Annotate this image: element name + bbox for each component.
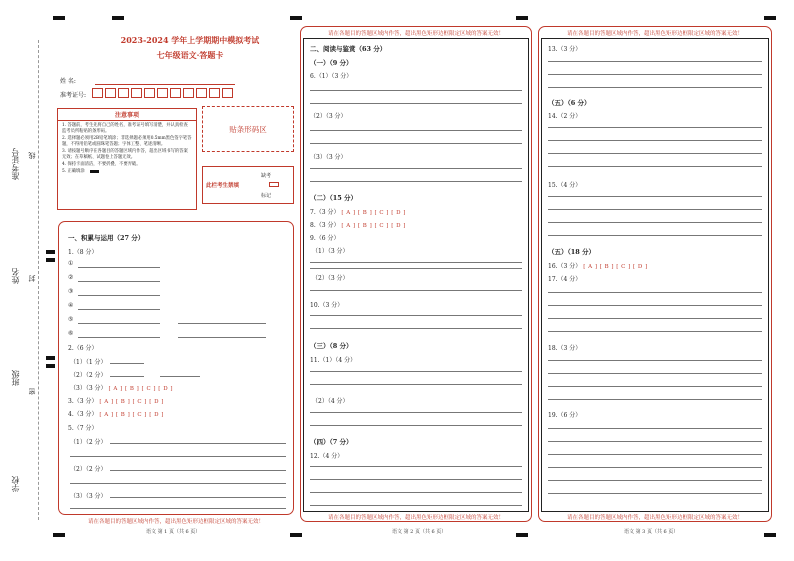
alignment-mark: [46, 364, 55, 368]
alignment-mark: [516, 533, 528, 537]
notice-item: 2. 选择题必须用2B铅笔填涂；非选择题必须用0.5mm黑色签字笔答题，不得用铅笔或圆珠笔答题；字体工整、笔迹清晰。: [62, 136, 192, 147]
answer-line[interactable]: [310, 130, 522, 131]
answer-line[interactable]: [178, 323, 266, 324]
subsection-title: （一）（9 分）: [310, 59, 353, 67]
alignment-mark: [764, 533, 776, 537]
question-label: 9.（6 分）: [310, 235, 340, 242]
answer-line[interactable]: [310, 492, 522, 493]
question-label: 6.（1）（3 分）: [310, 73, 353, 80]
question-label: 16.（3 分） [ A ] [ B ] [ C ] [ D ]: [548, 263, 648, 270]
notice-item: 1. 答题前，考生先将自己的姓名，准考证号填写清楚，并认真检查监考员所粘贴的条形码。: [62, 123, 188, 134]
answer-line[interactable]: [548, 480, 762, 481]
answer-line[interactable]: [110, 376, 144, 377]
page-footer: 语文 第 2 页（共 6 页）: [392, 529, 447, 535]
choice-options[interactable]: [ A ] [ B ] [ C ] [ D ]: [99, 399, 164, 405]
answer-line[interactable]: [548, 373, 762, 374]
choice-options[interactable]: [ A ] [ B ] [ C ] [ D ]: [341, 223, 406, 229]
question-label: （2）（2 分）: [70, 466, 107, 473]
sidebar-name-label: 姓名: [11, 268, 20, 284]
answer-line[interactable]: [548, 454, 762, 455]
answer-line[interactable]: [110, 470, 286, 471]
answer-line[interactable]: [548, 360, 762, 361]
name-field[interactable]: [95, 84, 235, 85]
answer-line[interactable]: [548, 127, 762, 128]
notice-title: 注意事项: [58, 109, 196, 121]
notice-item: 4. 保持卡面清洁，不要折叠、不要弄破。: [62, 162, 141, 167]
question-label: 19.（6 分）: [548, 412, 582, 419]
absent-checkbox[interactable]: [269, 182, 279, 187]
absent-label: 此栏考生禁填: [206, 183, 240, 189]
alignment-mark: [53, 533, 65, 537]
alignment-mark: [290, 533, 302, 537]
question-label: （3）（3 分） [ A ] [ B ] [ C ] [ D ]: [70, 385, 173, 392]
sidebar-seal-label: 封: [28, 275, 36, 282]
circle-label: ③: [68, 288, 74, 295]
answer-line[interactable]: [78, 309, 160, 310]
subsection-title: （五）（6 分）: [548, 99, 591, 107]
answer-line[interactable]: [78, 267, 160, 268]
answer-line[interactable]: [78, 281, 160, 282]
choice-options[interactable]: [ A ] [ B ] [ C ] [ D ]: [583, 264, 648, 270]
answer-line[interactable]: [548, 318, 762, 319]
name-label: 姓 名:: [60, 78, 76, 85]
choice-options[interactable]: [ A ] [ B ] [ C ] [ D ]: [108, 386, 173, 392]
exam-subtitle: 七年级语文·答题卡: [156, 50, 224, 60]
answer-line[interactable]: [310, 371, 522, 372]
sidebar-line-label: 线: [28, 152, 36, 159]
question-label: （3）（3 分）: [70, 493, 107, 500]
region-warning: 请在各题目的答题区域内作答，超出黑色矩形边框限定区域的答案无效！: [87, 519, 264, 525]
region-warning: 请在各题目的答题区域内作答，超出黑色矩形边框限定区域的答案无效！: [327, 515, 504, 521]
answer-line[interactable]: [310, 384, 522, 385]
answer-line[interactable]: [78, 337, 160, 338]
binding-line: [38, 40, 39, 520]
circle-label: ①: [68, 260, 74, 267]
answer-line[interactable]: [70, 456, 286, 457]
question-label: 17.（4 分）: [548, 276, 582, 283]
answer-line[interactable]: [310, 466, 522, 467]
answer-line[interactable]: [548, 399, 762, 400]
circle-label: ②: [68, 274, 74, 281]
answer-line[interactable]: [310, 315, 522, 316]
answer-line[interactable]: [110, 443, 286, 444]
answer-line[interactable]: [548, 153, 762, 154]
answer-line[interactable]: [310, 143, 522, 144]
section-title: 二、阅读与鉴赏（63 分）: [310, 45, 387, 53]
answer-line[interactable]: [548, 61, 762, 62]
question-label: 14.（2 分）: [548, 113, 582, 120]
absent-box: [202, 166, 294, 204]
circle-label: ⑥: [68, 330, 74, 337]
alignment-mark: [46, 356, 55, 360]
answer-line[interactable]: [310, 103, 522, 104]
filled-sample: [90, 170, 99, 173]
exam-title: 2023-2024 学年上学期期中模拟考试: [120, 35, 260, 45]
id-boxes[interactable]: [92, 88, 242, 99]
page-footer: 语文 第 1 页（共 6 页）: [146, 529, 201, 535]
answer-line[interactable]: [310, 90, 522, 91]
answer-line[interactable]: [548, 292, 762, 293]
answer-line[interactable]: [110, 363, 144, 364]
answer-line[interactable]: [548, 331, 762, 332]
page-footer: 语文 第 3 页（共 6 页）: [624, 529, 679, 535]
question-label: 8.（3 分） [ A ] [ B ] [ C ] [ D ]: [310, 222, 406, 229]
question-label: （1）（1 分）: [70, 359, 107, 366]
answer-line[interactable]: [310, 268, 522, 269]
subsection-title: （三）（8 分）: [310, 342, 353, 350]
question-label: 12.（4 分）: [310, 453, 344, 460]
answer-line[interactable]: [70, 508, 286, 509]
alignment-mark: [46, 250, 55, 254]
answer-line[interactable]: [548, 222, 762, 223]
alignment-mark: [516, 16, 528, 20]
question-label: 13.（3 分）: [548, 46, 582, 53]
question-label: 4.（3 分） [ A ] [ B ] [ C ] [ D ]: [68, 411, 164, 418]
answer-line[interactable]: [78, 323, 160, 324]
answer-line[interactable]: [548, 140, 762, 141]
answer-line[interactable]: [548, 493, 762, 494]
alignment-mark: [290, 16, 302, 20]
question-label: 15.（4 分）: [548, 182, 582, 189]
question-label: （2）（3 分）: [310, 113, 347, 120]
region-warning: 请在各题目的答题区域内作答，超出黑色矩形边框限定区域的答案无效！: [566, 31, 743, 37]
answer-line[interactable]: [310, 505, 522, 506]
notice-box: [57, 108, 197, 210]
notice-item: 5. 正确填涂: [62, 169, 85, 174]
alignment-mark: [764, 16, 776, 20]
circle-label: ⑤: [68, 316, 74, 323]
question-label: （1）（3 分）: [312, 248, 349, 255]
question-label: 2.（6 分）: [68, 345, 98, 352]
sidebar-secret-label: 密: [28, 388, 36, 395]
alignment-mark: [112, 16, 124, 20]
answer-line[interactable]: [548, 305, 762, 306]
absent-lack: 缺考: [261, 173, 272, 179]
sidebar-school-label: 学校: [11, 476, 20, 492]
answer-line[interactable]: [548, 441, 762, 442]
question-label: 10.（3 分）: [310, 302, 344, 309]
answer-line[interactable]: [548, 74, 762, 75]
answer-line[interactable]: [178, 337, 266, 338]
question-label: （1）（2 分）: [70, 439, 107, 446]
question-label: 11.（1）（4 分）: [310, 357, 357, 364]
question-label: 3.（3 分） [ A ] [ B ] [ C ] [ D ]: [68, 398, 164, 405]
answer-line[interactable]: [70, 483, 286, 484]
answer-line[interactable]: [548, 428, 762, 429]
answer-line[interactable]: [548, 235, 762, 236]
question-label: 7.（3 分） [ A ] [ B ] [ C ] [ D ]: [310, 209, 406, 216]
answer-line[interactable]: [310, 328, 522, 329]
alignment-mark: [46, 258, 55, 262]
question-label: （2）（3 分）: [312, 275, 349, 282]
question-label: （2）（4 分）: [312, 398, 349, 405]
answer-line[interactable]: [110, 497, 286, 498]
question-label: 18.（3 分）: [548, 345, 582, 352]
answer-line[interactable]: [548, 467, 762, 468]
circle-label: ④: [68, 302, 74, 309]
alignment-mark: [53, 16, 65, 20]
question-label: 5.（7 分）: [68, 425, 98, 432]
answer-line[interactable]: [548, 166, 762, 167]
subsection-title: （四）（7 分）: [310, 438, 353, 446]
answer-line[interactable]: [548, 386, 762, 387]
barcode-label: 贴条形码区: [229, 124, 267, 134]
answer-line[interactable]: [548, 87, 762, 88]
choice-options[interactable]: [ A ] [ B ] [ C ] [ D ]: [99, 412, 164, 418]
question-label: （2）（2 分）: [70, 372, 107, 379]
answer-line[interactable]: [310, 290, 522, 291]
id-label: 准考证号:: [60, 92, 87, 99]
answer-line[interactable]: [310, 479, 522, 480]
answer-line[interactable]: [310, 168, 522, 169]
subsection-title: （二）（15 分）: [310, 194, 358, 202]
question-label: （3）（3 分）: [310, 154, 347, 161]
notice-item: 3. 请按题号顺序在各题目的答题区域内作答，超出区域书写的答案无效；在草稿纸、试题卷上答题无效。: [62, 149, 188, 160]
answer-line[interactable]: [310, 262, 522, 263]
answer-line[interactable]: [548, 196, 762, 197]
subsection-title: （五）（18 分）: [548, 248, 596, 256]
sidebar-class-label: 班级: [11, 370, 20, 386]
answer-line[interactable]: [548, 209, 762, 210]
question-label: 1.（8 分）: [68, 249, 98, 256]
answer-line[interactable]: [310, 425, 522, 426]
answer-line[interactable]: [160, 376, 200, 377]
absent-mark: 标记: [261, 193, 272, 199]
sidebar-id-label: 准考证号: [11, 148, 20, 180]
section-title: 一、积累与运用（27 分）: [68, 234, 145, 242]
answer-line[interactable]: [310, 412, 522, 413]
barcode-area: [202, 106, 294, 152]
region-warning: 请在各题目的答题区域内作答，超出黑色矩形边框限定区域的答案无效！: [566, 515, 743, 521]
region-warning: 请在各题目的答题区域内作答，超出黑色矩形边框限定区域的答案无效！: [327, 31, 504, 37]
answer-line[interactable]: [78, 295, 160, 296]
answer-line[interactable]: [310, 181, 522, 182]
choice-options[interactable]: [ A ] [ B ] [ C ] [ D ]: [341, 210, 406, 216]
